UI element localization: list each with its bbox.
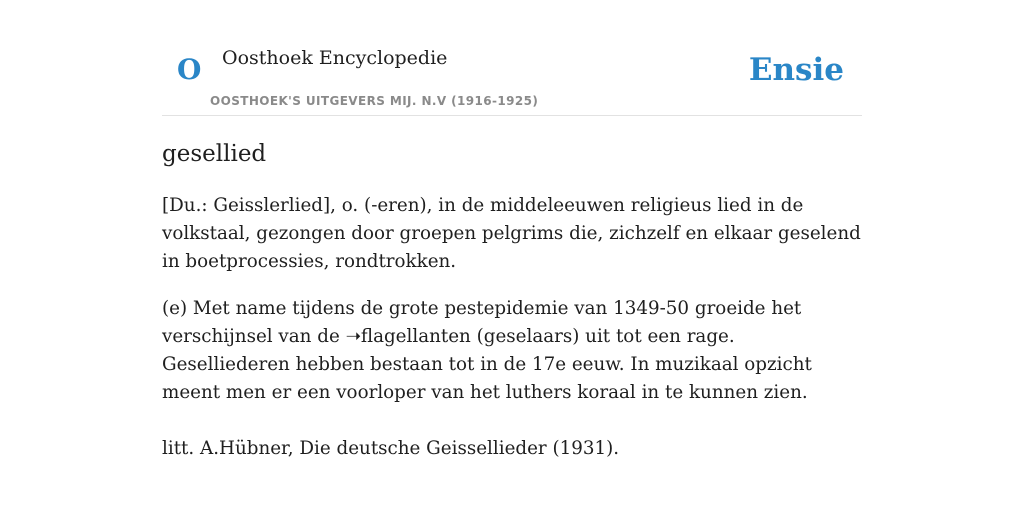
entry-title: gesellied [162,141,267,167]
publisher-subtitle: OOSTHOEK'S UITGEVERS MIJ. N.V (1916-1925) [210,94,539,108]
site-header [162,0,862,116]
brand-logo[interactable]: Ensie [748,52,844,88]
page [162,0,862,512]
index-letter[interactable]: O [177,53,202,86]
entry-paragraph-definition: [Du.: Geisslerlied], o. (-eren), in de middeleeuwen religieus lied in de volkstaal, gezongen door groepen pelgrims die, zichzelf en elkaar geselend in boetprocessies, rondtrokken. [162,195,861,272]
entry-paragraph-literature: litt. A.Hübner, Die deutsche Geissellieder (1931). [162,438,620,459]
entry-paragraph-history: (e) Met name tijdens de grote pestepidemie van 1349-50 groeide het verschijnsel van de ➝flagellanten (geselaars) uit tot een rage. Geselliederen hebben bestaan tot in de 17e eeuw. In muzikaal opzicht meent men er een voorloper van het luthers koraal in te kunnen zien. [162,298,812,403]
site-title[interactable]: Oosthoek Encyclopedie [222,47,448,69]
